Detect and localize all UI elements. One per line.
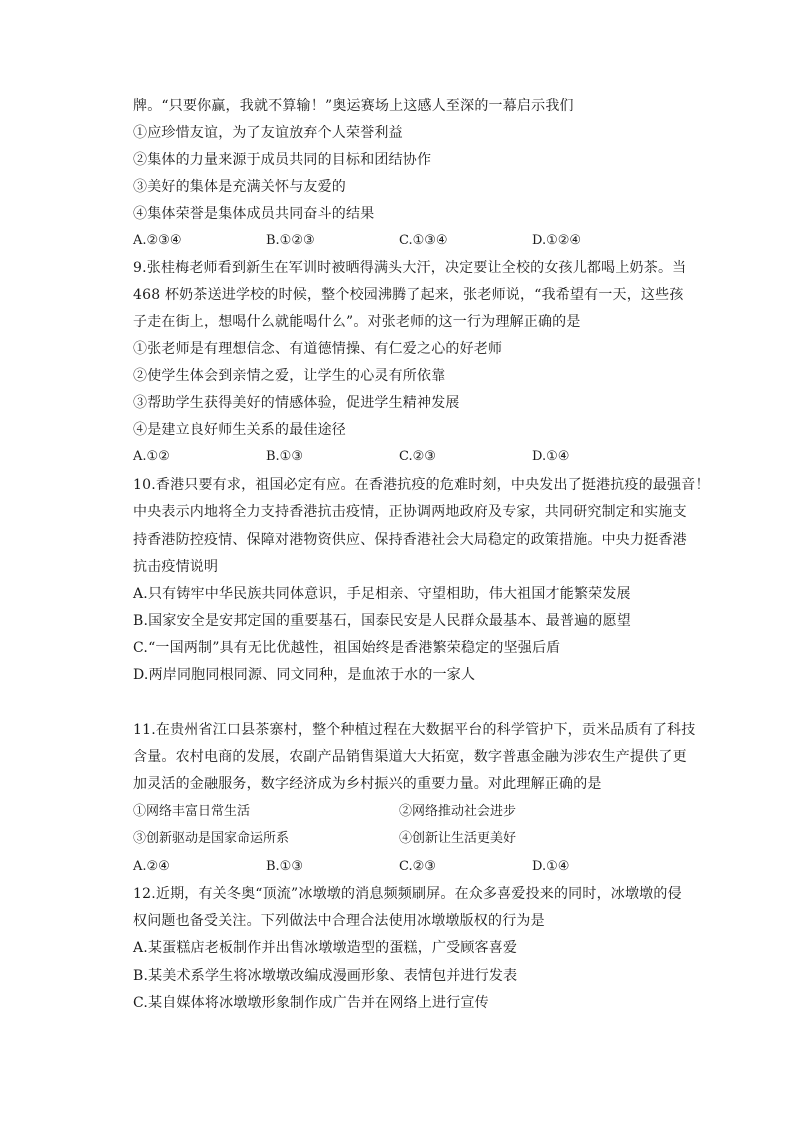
- q12-choice-a[interactable]: A.某蛋糕店老板制作并出售冰墩墩造型的蛋糕，广受顾客喜爱: [133, 940, 518, 956]
- q8-item-3: ③美好的集体是充满关怀与友爱的: [133, 179, 346, 195]
- q10-stem-3: 持香港防控疫情、保障对港物资供应、保持香港社会大局稳定的政策措施。中央力挺香港: [133, 532, 687, 548]
- q9-stem-1: 9.张桂梅老师看到新生在军训时被晒得满头大汗，决定要让全校的女孩儿都喝上奶茶。当: [133, 260, 687, 276]
- q11-stem-3: 加灵活的金融服务，数字经济成为乡村振兴的重要力量。对此理解正确的是: [133, 776, 602, 792]
- q12-stem-2: 权问题也备受关注。下列做法中合理合法使用冰墩墩版权的行为是: [133, 913, 545, 929]
- q10-stem-1: 10.香港只要有求，祖国必定有应。在香港抗疫的危难时刻，中央发出了挺港抗疫的最强音！: [133, 477, 710, 493]
- q8-choice-c[interactable]: C.①③④: [399, 233, 448, 248]
- q9-item-4: ④是建立良好师生关系的最佳途径: [133, 422, 346, 438]
- q11-item-4: ④创新让生活更美好: [399, 831, 517, 846]
- q8-choice-d[interactable]: D.①②④: [532, 233, 582, 248]
- q8-item-4: ④集体荣誉是集体成员共同奋斗的结果: [133, 206, 375, 222]
- q11-choice-b[interactable]: B.①③: [266, 859, 303, 874]
- q9-item-2: ②使学生体会到亲情之爱，让学生的心灵有所依靠: [133, 368, 446, 384]
- q10-choice-d[interactable]: D.两岸同胞同根同源、同文同种，是血浓于水的一家人: [133, 667, 476, 683]
- q9-item-1: ①张老师是有理想信念、有道德情操、有仁爱之心的好老师: [133, 341, 503, 357]
- q9-stem-2: 468 杯奶茶送进学校的时候，整个校园沸腾了起来，张老师说，“我希望有一天，这些孩: [133, 287, 684, 303]
- q9-choice-b[interactable]: B.①③: [266, 449, 303, 464]
- q8-item-1: ①应珍惜友谊，为了友谊放弃个人荣誉利益: [133, 125, 403, 141]
- q11-stem-1: 11.在贵州省江口县茶寨村，整个种植过程在大数据平台的科学管护下，贡米品质有了科技: [133, 722, 696, 738]
- q10-choice-c[interactable]: C.“一国两制”具有无比优越性，祖国始终是香港繁荣稳定的坚强后盾: [133, 640, 561, 656]
- q9-choice-d[interactable]: D.①④: [532, 449, 570, 464]
- q9-stem-3: 子走在街上，想喝什么就能喝什么”。对张老师的这一行为理解正确的是: [133, 314, 581, 330]
- q8-choice-a[interactable]: A.②③④: [133, 233, 182, 248]
- q8-item-2: ②集体的力量来源于成员共同的目标和团结协作: [133, 152, 432, 168]
- q8-choice-b[interactable]: B.①②③: [266, 233, 315, 248]
- q8-stem-tail: 牌。“只要你赢，我就不算输！”奥运赛场上这感人至深的一幕启示我们: [133, 98, 574, 114]
- q11-stem-2: 含量。农村电商的发展，农副产品销售渠道大大拓宽，数字普惠金融为涉农生产提供了更: [133, 749, 687, 765]
- q11-item-1: ①网络丰富日常生活: [133, 804, 251, 819]
- q9-item-3: ③帮助学生获得美好的情感体验，促进学生精神发展: [133, 395, 460, 411]
- q9-choice-a[interactable]: A.①②: [133, 449, 170, 464]
- q10-choice-b[interactable]: B.国家安全是安邦定国的重要基石，国泰民安是人民群众最基本、最普遍的愿望: [133, 613, 631, 629]
- q11-choice-c[interactable]: C.②③: [399, 859, 436, 874]
- q9-choice-c[interactable]: C.②③: [399, 449, 436, 464]
- q12-choice-c[interactable]: C.某自媒体将冰墩墩形象制作成广告并在网络上进行宣传: [133, 995, 489, 1011]
- q10-stem-2: 中央表示内地将全力支持香港抗击疫情，正协调两地政府及专家，共同研究制定和实施支: [133, 504, 687, 520]
- q10-choice-a[interactable]: A.只有铸牢中华民族共同体意识，手足相亲、守望相助，伟大祖国才能繁荣发展: [133, 586, 631, 602]
- q12-choice-b[interactable]: B.某美术系学生将冰墩墩改编成漫画形象、表情包并进行发表: [133, 968, 518, 984]
- q11-item-3: ③创新驱动是国家命运所系: [133, 831, 290, 846]
- q10-stem-4: 抗击疫情说明: [133, 559, 219, 575]
- q11-item-2: ②网络推动社会进步: [399, 804, 517, 819]
- q11-choice-d[interactable]: D.①④: [532, 859, 570, 874]
- q12-stem-1: 12.近期，有关冬奥“顶流”冰墩墩的消息频频刷屏。在众多喜爱投来的同时，冰墩墩的侵: [133, 886, 682, 902]
- q11-choice-a[interactable]: A.②④: [133, 859, 170, 874]
